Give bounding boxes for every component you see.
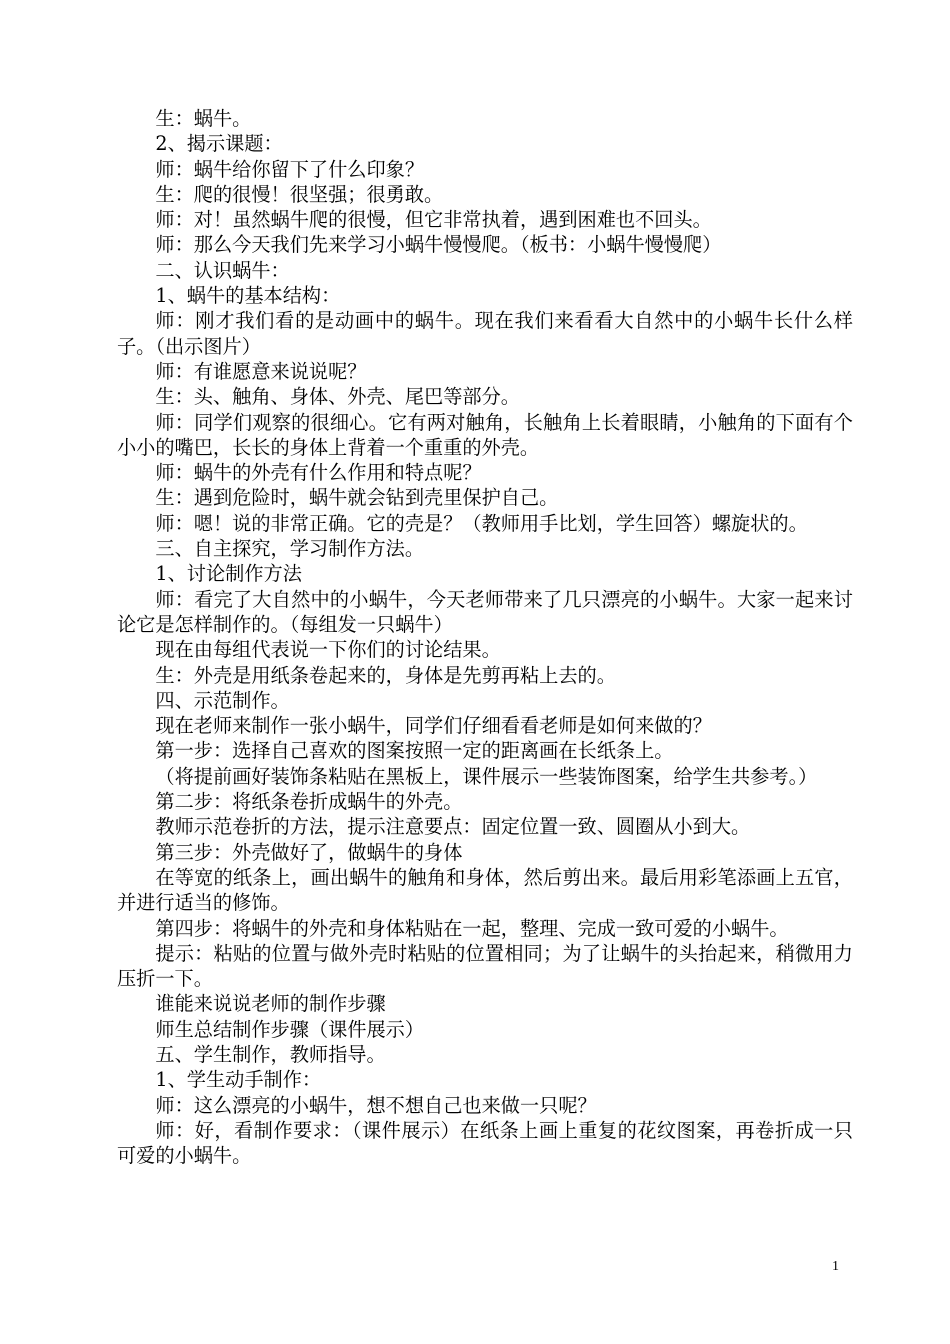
paragraph: 师：有谁愿意来说说呢？ — [155, 359, 367, 383]
paragraph: 师：看完了大自然中的小蜗牛，今天老师带来了几只漂亮的小蜗牛。大家一起来讨论它是怎样制作的。（每组发一只蜗牛） — [117, 587, 853, 636]
paragraph: （将提前画好装饰条粘贴在黑板上，课件展示一些装饰图案，给学生共参考。） — [155, 764, 818, 788]
paragraph: 师：蜗牛的外壳有什么作用和特点呢？ — [155, 461, 482, 485]
paragraph: 第三步：外壳做好了，做蜗牛的身体 — [155, 840, 463, 864]
paragraph: 师：蜗牛给你留下了什么印象？ — [155, 157, 425, 181]
paragraph: 提示：粘贴的位置与做外壳时粘贴的位置相同；为了让蜗牛的头抬起来，稍微用力压折一下。 — [117, 941, 853, 991]
paragraph: 师：刚才我们看的是动画中的蜗牛。现在我们来看看大自然中的小蜗牛长什么样子。（出示图片） — [117, 309, 853, 358]
paragraph: 第二步：将纸条卷折成蜗牛的外壳。 — [155, 790, 463, 814]
paragraph: 师：这么漂亮的小蜗牛，想不想自己也来做一只呢？ — [155, 1093, 597, 1117]
paragraph: 师：好，看制作要求：（课件展示）在纸条上画上重复的花纹图案，再卷折成一只可爱的小蜗牛。 — [117, 1118, 853, 1168]
subsection-heading: 1、学生动手制作： — [155, 1068, 322, 1092]
paragraph: 教师示范卷折的方法，提示注意要点：固定位置一致、圆圈从小到大。 — [155, 815, 751, 839]
paragraph: 师：对！虽然蜗牛爬的很慢，但它非常执着，遇到困难也不回头。 — [155, 208, 712, 232]
page-number: 1 — [832, 1259, 839, 1274]
paragraph: 生：外壳是用纸条卷起来的，身体是先剪再粘上去的。 — [155, 663, 616, 687]
subsection-heading: 1、蜗牛的基本结构： — [155, 284, 341, 308]
subsection-heading: 1、讨论制作方法 — [155, 562, 302, 586]
paragraph: 生：遇到危险时，蜗牛就会钻到壳里保护自己。 — [155, 486, 559, 510]
paragraph: 师生总结制作步骤（课件展示） — [155, 1017, 425, 1041]
paragraph: 在等宽的纸条上，画出蜗牛的触角和身体，然后剪出来。最后用彩笔添画上五官，并进行适当的修饰。 — [117, 865, 853, 915]
paragraph: 谁能来说说老师的制作步骤 — [155, 992, 386, 1016]
paragraph: 第一步：选择自己喜欢的图案按照一定的距离画在长纸条上。 — [155, 739, 674, 763]
paragraph: 2、揭示课题： — [155, 132, 283, 156]
section-heading: 二、认识蜗牛： — [155, 258, 290, 282]
paragraph: 现在老师来制作一张小蜗牛，同学们仔细看看老师是如何来做的？ — [155, 714, 712, 738]
paragraph: 生：头、触角、身体、外壳、尾巴等部分。 — [155, 385, 520, 409]
paragraph: 生：爬的很慢！很坚强；很勇敢。 — [155, 182, 444, 206]
section-heading: 三、自主探究，学习制作方法。 — [155, 537, 425, 561]
section-heading: 五、学生制作，教师指导。 — [155, 1042, 386, 1066]
paragraph: 第四步：将蜗牛的外壳和身体粘贴在一起，整理、完成一致可爱的小蜗牛。 — [155, 916, 789, 940]
section-heading: 四、示范制作。 — [155, 688, 290, 712]
document-body — [117, 106, 853, 1168]
paragraph: 师：那么今天我们先来学习小蜗牛慢慢爬。（板书：小蜗牛慢慢爬） — [155, 233, 722, 257]
paragraph: 现在由每组代表说一下你们的讨论结果。 — [155, 638, 501, 662]
paragraph: 师：同学们观察的很细心。它有两对触角，长触角上长着眼睛，小触角的下面有个小小的嘴巴，长长的身体上背着一个重重的外壳。 — [117, 410, 853, 459]
paragraph: 师：嗯！说的非常正确。它的壳是？（教师用手比划，学生回答）螺旋状的。 — [155, 511, 808, 535]
paragraph: 生：蜗牛。 — [155, 107, 252, 130]
